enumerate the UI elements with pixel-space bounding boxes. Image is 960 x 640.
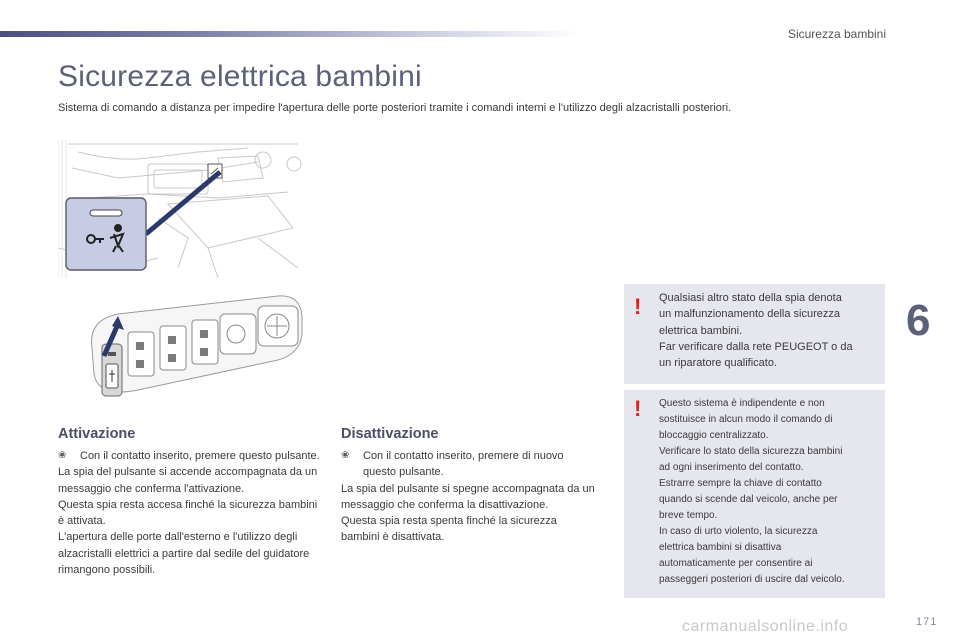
running-header: Sicurezza bambini bbox=[787, 27, 886, 41]
warning-exclamation-icon: ! bbox=[634, 396, 642, 421]
activation-column bbox=[58, 448, 322, 578]
watermark: carmanualsonline.info bbox=[682, 618, 849, 635]
activation-bullet: ❀ Con il contatto inserito, premere questo pulsante. bbox=[58, 448, 322, 464]
activation-heading: Attivazione bbox=[58, 426, 136, 442]
bullet-marker-icon: ❀ bbox=[341, 450, 350, 461]
chapter-number: 6 bbox=[906, 296, 931, 345]
activation-paragraph: La spia del pulsante si accende accompagnata da un messaggio che conferma l'attivazione. bbox=[58, 466, 318, 495]
deactivation-bullet: ❀ Con il contatto inserito, premere di nuovo questo pulsante. bbox=[341, 448, 597, 481]
deactivation-paragraph: Questa spia resta spenta finché la sicurezza bambini è disattivata. bbox=[341, 515, 557, 544]
warning-text: Questo sistema è indipendente e non sostituisce in alcun modo il comando di bloccaggio centralizzato. Verificare lo stato della sicurezza bambini ad ogni inserimento del contatto. Estrarre sempre la chiave di contatto quando si scende dal veicolo, anche per breve tempo. In caso di urto violento, la sicurezza elettrica bambini si disattiva automaticamente per consentire ai passeggeri posteriori di uscire dal veicolo. bbox=[659, 398, 845, 585]
activation-paragraph: L'apertura delle porte dall'esterno e l'utilizzo degli alzacristalli elettrici a partire dal sedile del guidatore rimangono possibili. bbox=[58, 531, 310, 577]
window-switch-panel-illustration bbox=[78, 290, 306, 402]
deactivation-heading: Disattivazione bbox=[341, 426, 439, 442]
header-gradient-bar bbox=[0, 31, 580, 37]
activation-paragraph: Questa spia resta accesa finché la sicurezza bambini è attivata. bbox=[58, 498, 318, 528]
warning-box-independent-system bbox=[624, 390, 885, 598]
warning-box-malfunction bbox=[624, 284, 885, 384]
dashboard-child-lock-illustration bbox=[58, 138, 308, 280]
bullet-marker-icon: ❀ bbox=[58, 450, 67, 461]
intro-text: Sistema di comando a distanza per impedire l'apertura delle porte posteriori tramite i comandi interni e l'utilizzo degli alzacristalli posteriori. bbox=[58, 102, 732, 114]
warning-text: Qualsiasi altro stato della spia denota un malfunzionamento della sicurezza elettrica bambini. Far verificare dalla rete PEUGEOT o da un riparatore qualificato. bbox=[659, 292, 853, 370]
deactivation-paragraph: La spia del pulsante si spegne accompagnata da un messaggio che conferma la disattivazione. bbox=[341, 482, 595, 511]
page-title: Sicurezza elettrica bambini bbox=[58, 60, 422, 93]
deactivation-column bbox=[341, 448, 597, 546]
page-number: 171 bbox=[916, 616, 938, 628]
warning-exclamation-icon: ! bbox=[634, 294, 642, 319]
